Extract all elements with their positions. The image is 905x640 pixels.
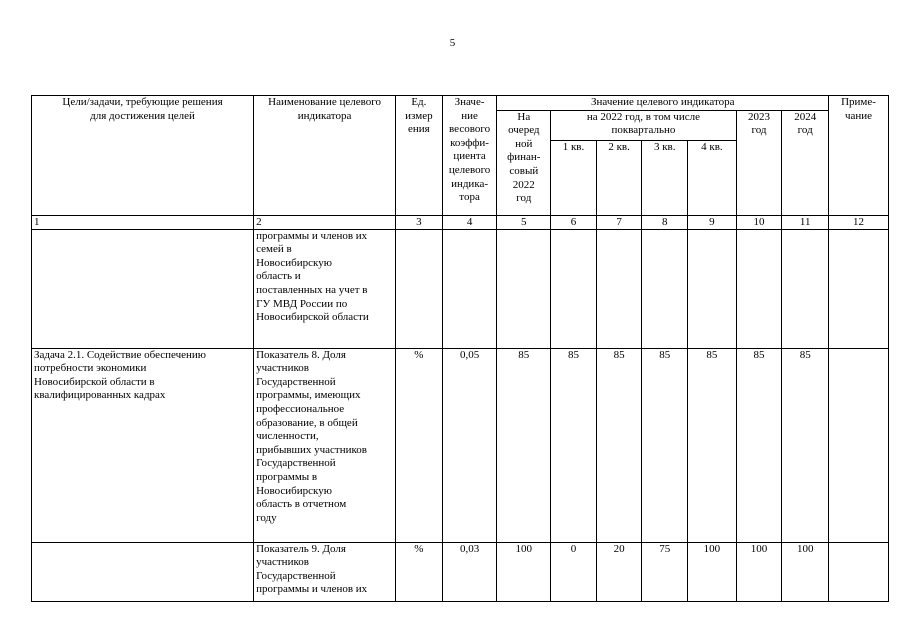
q2-cell: 20 (596, 542, 642, 601)
q1-cell (551, 229, 597, 348)
text-line: На (517, 110, 531, 123)
text-line: Наименование целевого (268, 96, 381, 108)
header-quarterly (551, 110, 737, 140)
indicator-cell (254, 348, 396, 542)
text-line: ения (408, 123, 430, 136)
text-line: Новосибирскую (256, 256, 332, 269)
text-line: профессиональное (256, 402, 345, 415)
col-num-3: 3 (396, 215, 443, 229)
goal-cell (32, 348, 254, 542)
note-cell (829, 229, 889, 348)
text-line: Государственной (256, 569, 336, 582)
text-line: Новосибирской области (256, 311, 369, 324)
unit-cell (396, 229, 443, 348)
indicator-cell (254, 229, 396, 348)
note-cell (829, 542, 889, 601)
table-row (32, 542, 889, 601)
note-cell (829, 348, 889, 542)
text-line: целевого (448, 163, 491, 176)
text-line: Показатель 8. Доля (256, 348, 346, 361)
text-line: программы в (256, 470, 318, 483)
page-number: 5 (449, 37, 456, 49)
y2023-cell: 100 (736, 542, 782, 601)
text-line: образование, в общей (256, 416, 358, 429)
plan-cell (497, 229, 551, 348)
text-line: ГУ МВД России по (256, 297, 348, 310)
text-line: программы и членов их (256, 229, 368, 242)
text-line: Ед. (411, 96, 427, 108)
y2024-cell (782, 229, 829, 348)
y2023-cell: 85 (736, 348, 782, 542)
text-line: измер (405, 109, 433, 122)
text-line: Значе- (454, 96, 485, 108)
text-line: Цели/задачи, требующие решения (62, 96, 223, 108)
goal-cell (32, 542, 254, 601)
text-line: весового (449, 123, 491, 136)
plan-cell: 100 (497, 542, 551, 601)
text-line: Приме- (841, 96, 876, 108)
text-line: тора (459, 191, 480, 204)
y2023-cell (736, 229, 782, 348)
text-line: на 2022 год, в том числе (586, 110, 700, 123)
indicator-table (31, 95, 889, 602)
text-line: программы и членов их (256, 583, 368, 596)
col-num-11: 11 (782, 215, 829, 229)
header-2023 (736, 110, 782, 215)
text-line: Государственной (256, 375, 336, 388)
q4-cell (688, 229, 737, 348)
indicator-cell (254, 542, 396, 601)
text-line: область и (256, 270, 301, 283)
text-line: год (751, 124, 767, 137)
header-unit (396, 96, 443, 216)
text-line: область в отчетном (256, 498, 347, 511)
weight-cell (442, 229, 497, 348)
text-line: поставленных на учет в (256, 283, 368, 296)
col-num-8: 8 (642, 215, 688, 229)
text-line: потребности экономики (34, 362, 147, 375)
text-line: циента (453, 150, 486, 163)
text-line: Государственной (256, 457, 336, 470)
weight-cell: 0,03 (442, 542, 497, 601)
col-num-6: 6 (551, 215, 597, 229)
text-line: Новосибирскую (256, 484, 332, 497)
text-line: участников (256, 556, 309, 569)
col-num-5: 5 (497, 215, 551, 229)
q1-cell: 85 (551, 348, 597, 542)
col-num-4: 4 (442, 215, 497, 229)
text-line: квалифицированных кадрах (34, 389, 166, 402)
q3-cell: 75 (642, 542, 688, 601)
header-q2: 2 кв. (596, 140, 642, 215)
col-num-2: 2 (254, 215, 396, 229)
text-line: участников (256, 362, 309, 375)
header-q1: 1 кв. (551, 140, 597, 215)
text-line: 2023 (748, 110, 771, 123)
header-q3: 3 кв. (642, 140, 688, 215)
y2024-cell: 100 (782, 542, 829, 601)
text-line: 2022 (512, 178, 535, 191)
header-indicator-name (254, 96, 396, 216)
q2-cell: 85 (596, 348, 642, 542)
col-num-7: 7 (596, 215, 642, 229)
goal-cell (32, 229, 254, 348)
col-num-10: 10 (736, 215, 782, 229)
table-row (32, 229, 889, 348)
text-line: коэффи- (450, 136, 489, 149)
header-weight (442, 96, 497, 216)
table-row (32, 348, 889, 542)
text-line: Новосибирской области в (34, 375, 155, 388)
text-line: Показатель 9. Доля (256, 542, 346, 555)
text-line: 2024 (794, 110, 817, 123)
text-line: для достижения целей (90, 109, 195, 122)
text-line: индика- (451, 177, 489, 190)
text-line: финан- (507, 151, 541, 164)
header-goals (32, 96, 254, 216)
plan-cell: 85 (497, 348, 551, 542)
text-line: индикатора (297, 109, 352, 122)
text-line: совый (509, 164, 539, 177)
header-note (829, 96, 889, 216)
text-line: год (516, 192, 532, 205)
text-line: году (256, 511, 277, 524)
text-line: очеред (508, 124, 540, 137)
text-line: программы, имеющих (256, 389, 361, 402)
unit-cell: % (396, 348, 443, 542)
text-line: семей в (256, 243, 292, 256)
q4-cell: 85 (688, 348, 737, 542)
text-line: прибывших участников (256, 443, 367, 456)
header-plan-2022 (497, 110, 551, 215)
text-line: Задача 2.1. Содействие обеспечению (34, 348, 207, 361)
text-line: поквартально (611, 124, 676, 137)
col-num-9: 9 (688, 215, 737, 229)
unit-cell: % (396, 542, 443, 601)
header-indicator-value: Значение целевого индикатора (497, 96, 829, 111)
q3-cell: 85 (642, 348, 688, 542)
header-q4: 4 кв. (688, 140, 737, 215)
text-line: ние (461, 109, 478, 122)
text-line: чание (844, 109, 873, 122)
text-line: численности, (256, 430, 319, 443)
text-line: ной (515, 137, 533, 150)
weight-cell: 0,05 (442, 348, 497, 542)
col-num-12: 12 (829, 215, 889, 229)
q2-cell (596, 229, 642, 348)
y2024-cell: 85 (782, 348, 829, 542)
q1-cell: 0 (551, 542, 597, 601)
text-line: год (797, 124, 813, 137)
header-2024 (782, 110, 829, 215)
q4-cell: 100 (688, 542, 737, 601)
q3-cell (642, 229, 688, 348)
col-num-1: 1 (32, 215, 254, 229)
